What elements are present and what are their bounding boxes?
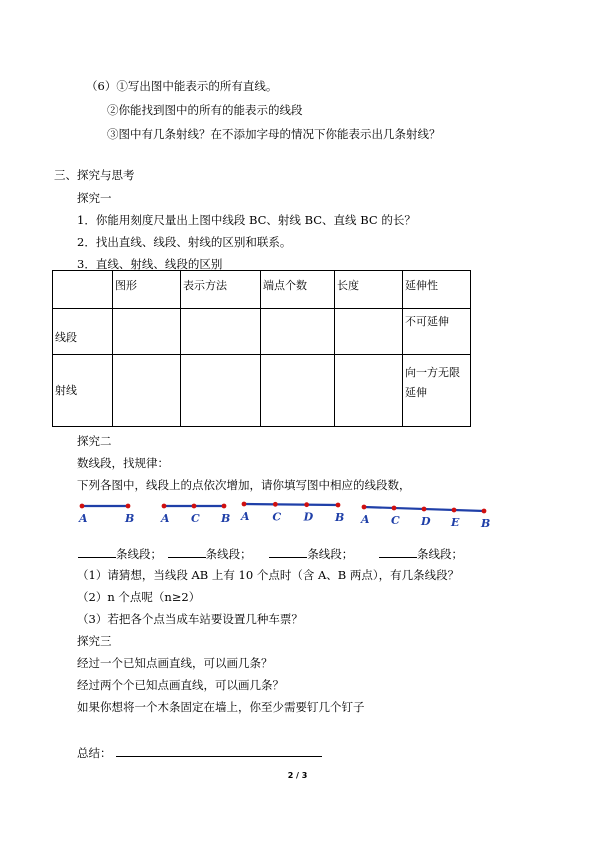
answer-blank[interactable] bbox=[269, 546, 307, 558]
table-header-cell: 端点个数 bbox=[261, 271, 335, 309]
table-header-cell bbox=[53, 271, 113, 309]
segment-diagrams bbox=[76, 498, 496, 528]
page-number: 2 / 3 bbox=[287, 771, 308, 780]
explore2-q2: （2）n 个点呢（n≥2） bbox=[77, 590, 201, 604]
comparison-table bbox=[52, 270, 471, 427]
point-label: A bbox=[161, 512, 170, 525]
segment-point bbox=[222, 504, 227, 509]
segment-point bbox=[392, 506, 397, 511]
segment-point bbox=[422, 507, 427, 512]
table-row bbox=[53, 309, 471, 355]
table-cell bbox=[113, 309, 181, 355]
explore1-title: 探究一 bbox=[77, 191, 112, 205]
summary bbox=[77, 744, 322, 760]
segment-point bbox=[242, 502, 247, 507]
segment-point bbox=[336, 503, 341, 508]
point-label: B bbox=[221, 512, 231, 525]
table-cell: 不可延伸 bbox=[403, 309, 471, 355]
answer-blank[interactable] bbox=[78, 546, 116, 558]
segment-point bbox=[192, 504, 197, 509]
table-header-row bbox=[53, 271, 471, 309]
segment-point bbox=[304, 502, 309, 507]
table-cell bbox=[261, 355, 335, 427]
point-label: A bbox=[361, 513, 370, 526]
point-label: C bbox=[191, 512, 200, 525]
table-cell bbox=[403, 355, 471, 427]
point-label: B bbox=[335, 511, 345, 524]
section-title: 三、探究与思考 bbox=[54, 168, 135, 182]
table-row-label: 射线 bbox=[53, 355, 113, 427]
answer-blank[interactable] bbox=[379, 546, 417, 558]
explore1-q2: 2．找出直线、线段、射线的区别和联系。 bbox=[77, 235, 292, 249]
point-label: D bbox=[303, 510, 314, 524]
q6-line2: ②你能找到图中的所有的能表示的线段 bbox=[107, 103, 303, 117]
table-cell bbox=[181, 355, 261, 427]
explore2-q1: （1）请猜想，当线段 AB 上有 10 个点时（含 A、B 两点），有几条线段？ bbox=[77, 568, 460, 582]
explore2-q3: （3）若把各个点当成车站要设置几种车票？ bbox=[77, 612, 303, 626]
explore1-q3: 3．直线、射线、线段的区别 bbox=[77, 257, 223, 271]
q6-line1: （6）①写出图中能表示的所有直线。 bbox=[86, 79, 278, 93]
explore3-q2: 经过两个个已知点画直线，可以画几条？ bbox=[77, 678, 284, 692]
table-header-cell: 长度 bbox=[335, 271, 403, 309]
point-label: A bbox=[241, 510, 250, 523]
segment-point bbox=[126, 504, 131, 509]
point-label: D bbox=[421, 515, 431, 528]
blank-suffix: 条线段； bbox=[205, 547, 252, 561]
table-header-cell: 图形 bbox=[113, 271, 181, 309]
segment-line bbox=[244, 504, 338, 505]
table-header-cell: 表示方法 bbox=[181, 271, 261, 309]
table-row bbox=[53, 355, 471, 427]
segment-point bbox=[452, 508, 457, 513]
table-header-cell: 延伸性 bbox=[403, 271, 471, 309]
answer-blanks bbox=[78, 546, 463, 561]
extension-text: 延伸 bbox=[405, 386, 427, 399]
explore1-q1: 1．你能用刻度尺量出上图中线段 BC、射线 BC、直线 BC 的长？ bbox=[77, 213, 416, 227]
table-cell bbox=[335, 355, 403, 427]
segment-point bbox=[162, 504, 167, 509]
segment-point bbox=[482, 509, 487, 514]
table-cell bbox=[113, 355, 181, 427]
segment-point bbox=[80, 504, 85, 509]
segment-point bbox=[273, 502, 278, 507]
extension-text: 向一方无限 bbox=[405, 366, 460, 379]
table-cell bbox=[335, 309, 403, 355]
point-label: C bbox=[391, 514, 400, 527]
explore3-title: 探究三 bbox=[77, 634, 112, 648]
explore2-subtitle: 数线段，找规律： bbox=[77, 456, 169, 470]
explore2-instruction: 下列各图中，线段上的点依次增加，请你填写图中相应的线段数， bbox=[77, 478, 411, 492]
explore3-q3: 如果你想将一个木条固定在墙上，你至少需要钉几个钉子 bbox=[77, 700, 365, 714]
answer-blank[interactable] bbox=[168, 546, 206, 558]
table-row-label: 线段 bbox=[53, 309, 113, 355]
point-label: A bbox=[79, 512, 88, 525]
point-label: B bbox=[125, 512, 135, 525]
point-label: C bbox=[272, 510, 282, 524]
summary-label: 总结： bbox=[77, 746, 112, 760]
table-cell bbox=[261, 309, 335, 355]
blank-suffix: 条线段； bbox=[416, 547, 463, 561]
blank-suffix: 条线段； bbox=[307, 547, 354, 561]
segment-point bbox=[362, 505, 367, 510]
table-cell bbox=[181, 309, 261, 355]
summary-input-line[interactable] bbox=[116, 744, 322, 757]
point-label: E bbox=[451, 516, 460, 528]
blank-suffix: 条线段； bbox=[116, 547, 162, 561]
explore3-q1: 经过一个已知点画直线，可以画几条？ bbox=[77, 656, 273, 670]
point-label: B bbox=[481, 517, 491, 528]
q6-line3: ③图中有几条射线？在不添加字母的情况下你能表示出几条射线？ bbox=[107, 127, 441, 141]
explore2-title: 探究二 bbox=[77, 434, 112, 448]
